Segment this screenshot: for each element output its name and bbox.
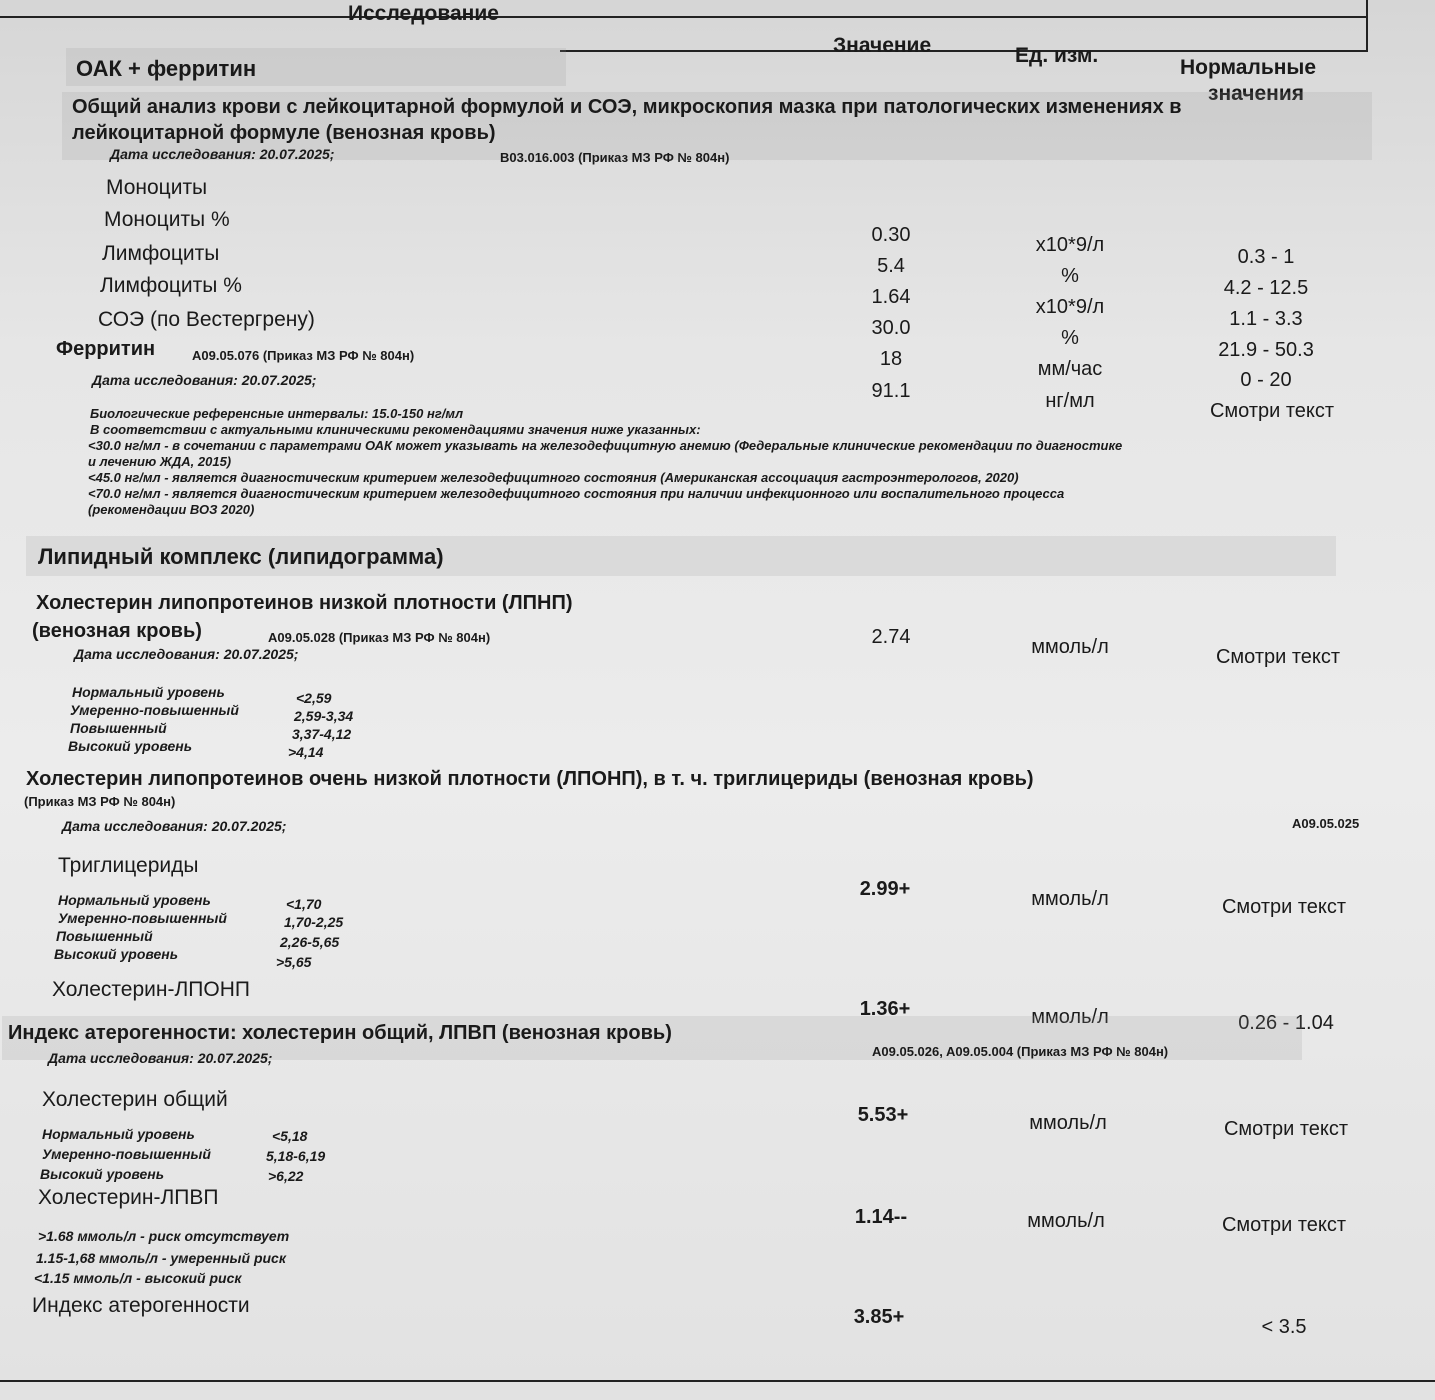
chol-unit: ммоль/л [1029, 1112, 1107, 1134]
ldl-ref-value: 3,37-4,12 [292, 726, 352, 742]
tg-ref-label: Повышенный [56, 928, 153, 944]
chol-label: Холестерин общий [42, 1088, 228, 1111]
oak-norm: 0 - 20 [1240, 369, 1292, 391]
tg-value: 2.99+ [859, 878, 911, 900]
chol-value: 5.53+ [857, 1104, 909, 1126]
tg-ref-label: Нормальный уровень [58, 892, 211, 908]
col-value: Значение [833, 34, 932, 57]
col-unit: Ед. изм. [1015, 44, 1099, 67]
tg-norm: Смотри текст [1221, 896, 1347, 918]
chol-ref-label: Высокий уровень [40, 1166, 165, 1182]
oak-label: Лимфоциты % [100, 274, 242, 297]
ferritin-note: <45.0 нг/мл - является диагностическим критерием железодефицитного состояния (Американская ассоциация гастроэнтерологов, 2020) [88, 470, 1019, 485]
tg-ref-label: Высокий уровень [54, 946, 179, 962]
tg-ref-label: Умеренно-повышенный [58, 910, 227, 926]
lipid-section-title: Липидный комплекс (липидограмма) [38, 544, 444, 569]
athero-code: A09.05.026, A09.05.004 (Приказ МЗ РФ № 804н) [872, 1044, 1169, 1059]
ldl-value: 2.74 [871, 626, 911, 648]
col-normal-2: значения [1208, 82, 1304, 105]
ferritin-note: В соответствии с актуальными клиническими рекомендациями значения ниже указанных: [90, 422, 701, 437]
chol-norm: Смотри текст [1223, 1118, 1349, 1140]
ldl-unit: ммоль/л [1031, 636, 1109, 658]
oak-norm: Смотри текст [1209, 400, 1335, 422]
header-right-rule [1366, 0, 1368, 52]
oak-value: 1.64 [871, 286, 911, 308]
vldl-title: Холестерин липопротеинов очень низкой плотности (ЛПОНП), в т. ч. триглицериды (венозная кровь) [26, 768, 1034, 790]
ferritin-code: A09.05.076 (Приказ МЗ РФ № 804н) [192, 348, 415, 363]
oak-title-line1: Общий анализ крови с лейкоцитарной формулой и СОЭ, микроскопия мазка при патологических изменениях в [72, 96, 1182, 118]
oak-unit: % [1061, 265, 1079, 287]
oak-label: СОЭ (по Вестергрену) [98, 308, 315, 331]
ldl-ref-label: Повышенный [70, 720, 167, 736]
hdl-note: 1.15-1,68 ммоль/л - умеренный риск [36, 1250, 286, 1266]
oak-value: 91.1 [871, 380, 911, 402]
oak-value: 30.0 [871, 317, 911, 339]
ldl-ref-value: >4,14 [288, 744, 324, 760]
vldl-label: Холестерин-ЛПОНП [52, 978, 250, 1001]
oak-unit: x10*9/л [1035, 296, 1105, 318]
oak-norm: 1.1 - 3.3 [1229, 308, 1303, 330]
oak-label: Моноциты [106, 176, 208, 199]
tg-ref-value: 2,26-5,65 [280, 934, 340, 950]
vldl-value: 1.36+ [859, 998, 911, 1020]
ldl-ref-label: Высокий уровень [68, 738, 193, 754]
chol-ref-label: Нормальный уровень [42, 1126, 195, 1142]
ldl-title-line1: Холестерин липопротеинов низкой плотности (ЛПНП) [36, 592, 573, 614]
index-norm: < 3.5 [1261, 1316, 1307, 1338]
ldl-title-line2: (венозная кровь) [32, 620, 202, 642]
oak-norm: 0.3 - 1 [1237, 246, 1295, 268]
oak-norm: 4.2 - 12.5 [1223, 277, 1309, 299]
ldl-ref-value: <2,59 [296, 690, 332, 706]
ferritin-note: <70.0 нг/мл - является диагностическим критерием железодефицитного состояния при наличии инфекционного или воспалительного процесса [88, 486, 1065, 501]
index-label: Индекс атерогенности [32, 1294, 250, 1317]
hdl-value: 1.14-- [854, 1206, 908, 1228]
oak-unit: нг/мл [1045, 390, 1095, 412]
oak-unit: % [1061, 327, 1079, 349]
oak-unit: мм/час [1037, 358, 1103, 380]
ldl-ref-label: Умеренно-повышенный [70, 702, 239, 718]
hdl-note: >1.68 ммоль/л - риск отсутствует [38, 1228, 290, 1244]
ferritin-title: Ферритин [56, 338, 156, 360]
index-value: 3.85+ [853, 1306, 905, 1328]
chol-ref-label: Умеренно-повышенный [42, 1146, 211, 1162]
chol-ref-value: >6,22 [268, 1168, 304, 1184]
oak-date: Дата исследования: 20.07.2025; [110, 146, 335, 162]
oak-title-line2: лейкоцитарной формуле (венозная кровь) [72, 122, 496, 144]
tg-ref-value: 1,70-2,25 [284, 914, 344, 930]
ldl-ref-value: 2,59-3,34 [294, 708, 354, 724]
ldl-norm: Смотри текст [1215, 646, 1341, 668]
ferritin-date: Дата исследования: 20.07.2025; [92, 372, 317, 388]
hdl-norm: Смотри текст [1221, 1214, 1347, 1236]
ldl-date: Дата исследования: 20.07.2025; [74, 646, 299, 662]
oak-norm: 21.9 - 50.3 [1218, 339, 1314, 361]
oak-unit: x10*9/л [1035, 234, 1105, 256]
ldl-code: A09.05.028 (Приказ МЗ РФ № 804н) [268, 630, 491, 645]
vldl-code-b: (Приказ МЗ РФ № 804н) [24, 794, 176, 809]
oak-value: 18 [879, 348, 903, 370]
tg-ref-value: <1,70 [286, 896, 322, 912]
ferritin-note: Биологические референсные интервалы: 15.0-150 нг/мл [90, 406, 464, 421]
hdl-unit: ммоль/л [1027, 1210, 1105, 1232]
tg-ref-value: >5,65 [276, 954, 312, 970]
vldl-unit: ммоль/л [1031, 1006, 1109, 1028]
tg-unit: ммоль/л [1031, 888, 1109, 910]
header-top-rule [0, 16, 1368, 18]
ferritin-note: и лечению ЖДА, 2015) [88, 454, 232, 469]
oak-value: 0.30 [871, 224, 911, 246]
chol-ref-value: 5,18-6,19 [266, 1148, 326, 1164]
athero-title: Индекс атерогенности: холестерин общий, ЛПВП (венозная кровь) [8, 1022, 672, 1044]
chol-ref-value: <5,18 [272, 1128, 308, 1144]
footer-rule [0, 1380, 1435, 1382]
ferritin-note: <30.0 нг/мл - в сочетании с параметрами ОАК может указывать на железодефицитную анемию (Федеральные клинические рекомендации по диагностике [88, 438, 1123, 453]
oak-code: B03.016.003 (Приказ МЗ РФ № 804н) [500, 150, 730, 165]
vldl-date: Дата исследования: 20.07.2025; [62, 818, 287, 834]
ldl-ref-label: Нормальный уровень [72, 684, 225, 700]
ferritin-note: (рекомендации ВОЗ 2020) [88, 502, 255, 517]
vldl-code-a: A09.05.025 [1292, 816, 1360, 831]
col-normal-1: Нормальные [1180, 56, 1317, 79]
athero-date: Дата исследования: 20.07.2025; [48, 1050, 273, 1066]
hdl-label: Холестерин-ЛПВП [38, 1186, 219, 1209]
header-bottom-rule [560, 50, 1368, 52]
hdl-note: <1.15 ммоль/л - высокий риск [34, 1270, 242, 1286]
oak-value: 5.4 [877, 255, 905, 277]
oak-section-title: ОАК + ферритин [76, 56, 257, 81]
oak-label: Лимфоциты [102, 242, 220, 265]
tg-label: Триглицериды [58, 854, 199, 877]
oak-label: Моноциты % [104, 208, 230, 231]
col-study: Исследование [348, 2, 499, 25]
vldl-norm: 0.26 - 1.04 [1238, 1012, 1334, 1034]
